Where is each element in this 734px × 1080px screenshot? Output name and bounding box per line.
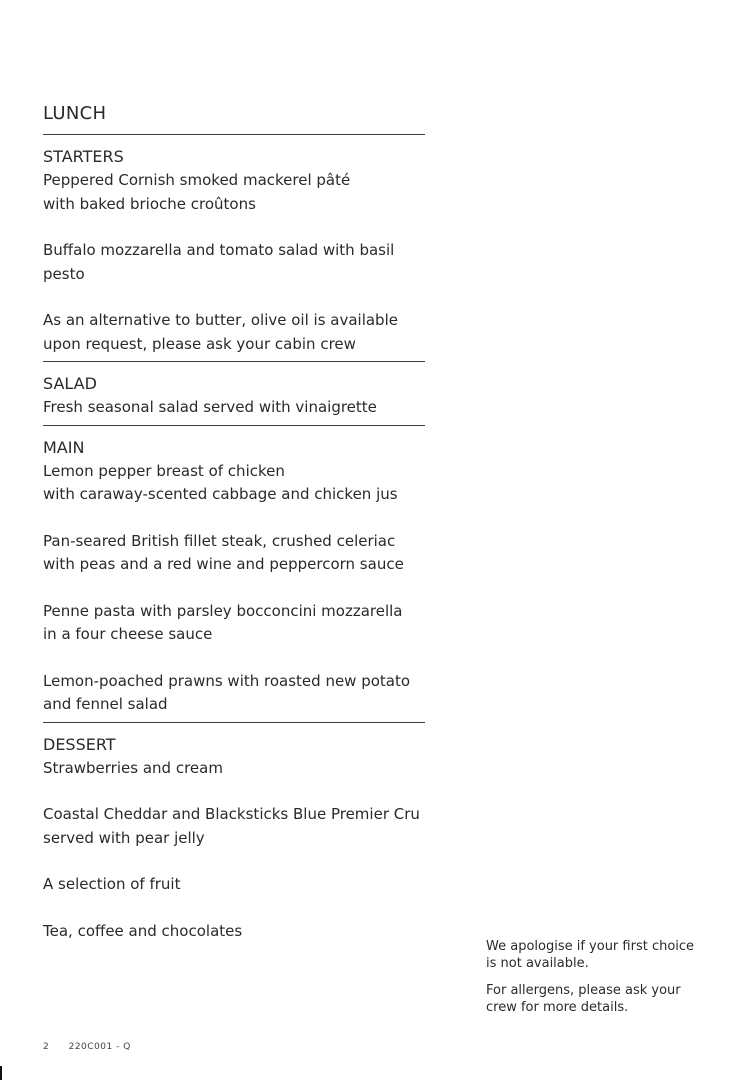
apology-note: We apologise if your first choice is not available.	[486, 939, 695, 971]
section-main	[43, 426, 425, 723]
section-heading-starters: STARTERS	[43, 147, 124, 166]
dish-item: A selection of fruit	[43, 875, 181, 893]
dish-item: Lemon pepper breast of chicken with caraway-scented cabbage and chicken jus	[43, 461, 398, 503]
section-salad	[43, 362, 425, 426]
section-heading-salad: SALAD	[43, 374, 97, 393]
section-heading-main: MAIN	[43, 437, 85, 457]
section-starters	[43, 135, 425, 362]
notes-panel	[486, 938, 706, 1026]
allergens-note: For allergens, please ask your crew for more details.	[486, 983, 681, 1015]
section-heading-dessert: DESSERT	[43, 734, 116, 754]
page-number: 2	[43, 1042, 50, 1052]
dish-item: Tea, coffee and chocolates	[43, 921, 243, 940]
dish-item: Coastal Cheddar and Blacksticks Blue Premier Cru served with pear jelly	[43, 805, 420, 847]
lunch-menu	[43, 100, 425, 948]
dish-item: Peppered Cornish smoked mackerel pâté with baked brioche croûtons	[43, 171, 351, 213]
menu-title: LUNCH	[43, 100, 425, 135]
scan-edge-mark	[0, 1066, 2, 1080]
dish-item: Strawberries and cream	[43, 758, 223, 777]
olive-oil-note: As an alternative to butter, olive oil is available upon request, please ask your cabin crew	[43, 311, 398, 353]
dish-item: Lemon-poached prawns with roasted new potato and fennel salad	[43, 671, 411, 713]
dish-item: Penne pasta with parsley bocconcini mozzarella in a four cheese sauce	[43, 601, 403, 643]
dish-item: Fresh seasonal salad served with vinaigrette	[43, 398, 377, 416]
dish-item: Pan-seared British fillet steak, crushed celeriac with peas and a red wine and peppercorn sauce	[43, 531, 404, 573]
dish-item: Buffalo mozzarella and tomato salad with basil pesto	[43, 241, 395, 283]
section-dessert	[43, 723, 425, 949]
page-footer	[43, 1042, 147, 1052]
document-code: 220C001 - Q	[68, 1042, 131, 1052]
